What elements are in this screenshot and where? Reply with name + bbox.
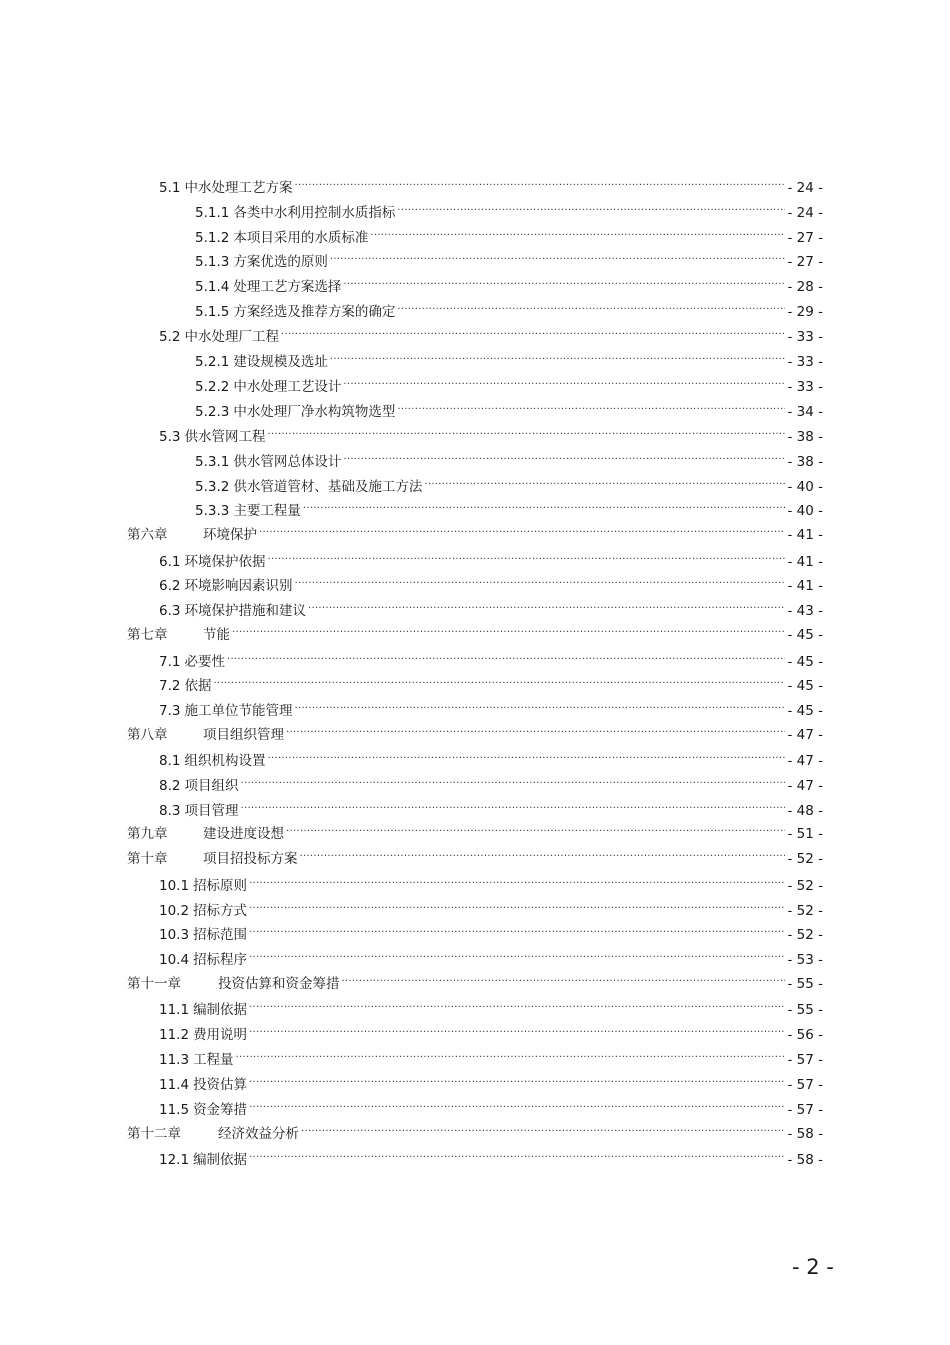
toc-entry-number: 第十一章 [127, 976, 181, 992]
toc-entry[interactable] [195, 226, 823, 246]
toc-entry[interactable] [159, 599, 823, 619]
toc-entry-label [127, 627, 230, 643]
toc-leader-dots [236, 1048, 786, 1064]
toc-leader-dots [240, 799, 785, 815]
toc-entry[interactable] [159, 550, 823, 570]
toc-entry-title: 经济效益分析 [218, 1126, 299, 1142]
toc-entry-label [159, 1027, 247, 1043]
toc-leader-dots [370, 226, 785, 242]
toc-entry-number: 11.2 [159, 1027, 190, 1043]
toc-entry[interactable] [127, 523, 823, 543]
toc-leader-dots [249, 874, 785, 890]
toc-entry-label [159, 927, 247, 943]
toc-entry-number: 5.3 [159, 429, 181, 445]
toc-entry-label [159, 603, 306, 619]
toc-entry[interactable] [159, 699, 823, 719]
toc-entry-label [195, 379, 341, 395]
toc-entry-number: 5.3.2 [195, 479, 230, 495]
toc-leader-dots [330, 250, 786, 266]
toc-entry-page: - 48 - [787, 803, 823, 819]
toc-entry-page: - 58 - [787, 1152, 823, 1168]
toc-leader-dots [232, 623, 785, 639]
toc-leader-dots [249, 1098, 785, 1114]
toc-entry-page: - 57 - [787, 1102, 823, 1118]
toc-entry-title: 建设规模及选址 [233, 354, 328, 370]
toc-entry-number: 第九章 [127, 826, 168, 842]
toc-entry-label [127, 1126, 299, 1142]
toc-entry-title: 处理工艺方案选择 [233, 279, 342, 295]
toc-entry-number: 12.1 [159, 1152, 190, 1168]
toc-entry-number: 10.2 [159, 903, 190, 919]
toc-entry-title: 节能 [203, 627, 230, 643]
toc-entry-label [159, 1077, 247, 1093]
toc-entry[interactable] [159, 998, 823, 1018]
toc-entry-number: 11.4 [159, 1077, 190, 1093]
toc-entry-label [195, 304, 395, 320]
toc-entry-label [159, 1002, 247, 1018]
toc-entry-page: - 40 - [787, 503, 823, 519]
toc-leader-dots [249, 1148, 785, 1164]
toc-entry-number: 5.3.1 [195, 454, 230, 470]
toc-entry-label [159, 678, 211, 694]
toc-entry-page: - 55 - [787, 976, 823, 992]
toc-entry[interactable] [159, 1098, 823, 1118]
toc-leader-dots [249, 1073, 785, 1089]
toc-entry-title: 投资估算和资金筹措 [218, 976, 340, 992]
toc-entry-label [159, 1152, 247, 1168]
toc-leader-dots [213, 674, 785, 690]
toc-entry-page: - 41 - [787, 578, 823, 594]
toc-entry-page: - 34 - [787, 404, 823, 420]
toc-entry[interactable] [195, 300, 823, 320]
toc-entry-label [159, 703, 292, 719]
toc-entry-number: 第十章 [127, 851, 168, 867]
toc-entry-page: - 24 - [787, 180, 823, 196]
toc-entry-title: 中水处理工艺设计 [233, 379, 342, 395]
toc-entry-title: 中水处理厂工程 [184, 329, 279, 345]
toc-entry-number: 7.1 [159, 654, 181, 670]
toc-entry-label [195, 230, 368, 246]
toc-entry[interactable] [159, 325, 823, 345]
toc-leader-dots [281, 325, 786, 341]
toc-entry-title: 招标方式 [193, 903, 248, 919]
toc-leader-dots [397, 400, 785, 416]
toc-entry-number: 5.1.3 [195, 254, 230, 270]
toc-entry-page: - 45 - [787, 678, 823, 694]
toc-entry-title: 中水处理工艺方案 [184, 180, 293, 196]
toc-entry-label [195, 205, 395, 221]
toc-entry-label [195, 404, 395, 420]
toc-entry[interactable] [159, 749, 823, 769]
toc-entry[interactable] [195, 375, 823, 395]
toc-entry[interactable] [127, 822, 823, 842]
toc-entry-page: - 58 - [787, 1126, 823, 1142]
toc-entry-title: 必要性 [184, 654, 225, 670]
toc-entry-title: 项目招投标方案 [203, 851, 298, 867]
toc-leader-dots [300, 847, 786, 863]
toc-leader-dots [267, 550, 785, 566]
toc-entry-label [159, 753, 265, 769]
toc-entry-number: 6.3 [159, 603, 181, 619]
toc-entry-number: 10.3 [159, 927, 190, 943]
toc-entry-page: - 45 - [787, 627, 823, 643]
toc-entry[interactable] [195, 499, 823, 519]
toc-entry-page: - 29 - [787, 304, 823, 320]
page-number: - 2 - [792, 1255, 834, 1279]
toc-leader-dots [294, 176, 785, 192]
toc-entry-number: 8.3 [159, 803, 181, 819]
toc-entry[interactable] [195, 450, 823, 470]
toc-entry-title: 编制依据 [193, 1002, 248, 1018]
toc-entry[interactable] [159, 923, 823, 943]
toc-leader-dots [240, 774, 785, 790]
toc-entry-number: 5.2 [159, 329, 181, 345]
toc-leader-dots [286, 822, 785, 838]
toc-entry-label [159, 429, 265, 445]
toc-entry[interactable] [195, 250, 823, 270]
toc-entry-label [127, 851, 298, 867]
toc-entry-label [159, 180, 292, 196]
toc-entry-label [159, 803, 238, 819]
toc-entry[interactable] [127, 972, 823, 992]
toc-leader-dots [424, 475, 785, 491]
toc-leader-dots [397, 201, 785, 217]
toc-entry-title: 资金筹措 [193, 1102, 248, 1118]
toc-leader-dots [343, 450, 785, 466]
toc-entry[interactable] [159, 774, 823, 794]
toc-leader-dots [249, 1023, 785, 1039]
toc-entry-number: 6.2 [159, 578, 181, 594]
toc-entry-page: - 52 - [787, 851, 823, 867]
toc-entry-number: 第八章 [127, 727, 168, 743]
toc-leader-dots [249, 899, 785, 915]
toc-entry-page: - 33 - [787, 379, 823, 395]
toc-entry-label [159, 878, 247, 894]
toc-entry-page: - 33 - [787, 354, 823, 370]
toc-entry-page: - 38 - [787, 454, 823, 470]
toc-entry-page: - 40 - [787, 479, 823, 495]
toc-entry[interactable] [195, 350, 823, 370]
toc-leader-dots [308, 599, 786, 615]
toc-leader-dots [343, 275, 785, 291]
toc-entry[interactable] [127, 723, 823, 743]
toc-leader-dots [227, 650, 786, 666]
toc-entry-page: - 51 - [787, 826, 823, 842]
toc-entry[interactable] [159, 1048, 823, 1068]
toc-entry-title: 费用说明 [193, 1027, 248, 1043]
toc-leader-dots [294, 574, 785, 590]
toc-entry-number: 7.2 [159, 678, 181, 694]
toc-entry-label [127, 826, 284, 842]
toc-entry-title: 方案经选及推荐方案的确定 [233, 304, 396, 320]
toc-entry-title: 中水处理厂净水构筑物选型 [233, 404, 396, 420]
toc-entry-page: - 47 - [787, 778, 823, 794]
toc-entry-page: - 45 - [787, 703, 823, 719]
toc-entry[interactable] [195, 475, 823, 495]
toc-entry[interactable] [127, 847, 823, 867]
toc-entry-number: 8.1 [159, 753, 181, 769]
toc-entry-page: - 27 - [787, 254, 823, 270]
toc-entry-label [159, 952, 247, 968]
toc-entry-title: 编制依据 [193, 1152, 248, 1168]
toc-entry-label [159, 654, 225, 670]
toc-entry-title: 施工单位节能管理 [184, 703, 293, 719]
toc-entry-page: - 41 - [787, 554, 823, 570]
toc-entry-title: 环境影响因素识别 [184, 578, 293, 594]
toc-entry-page: - 47 - [787, 727, 823, 743]
toc-entry-page: - 41 - [787, 527, 823, 543]
toc-entry-label [195, 279, 341, 295]
toc-entry-page: - 28 - [787, 279, 823, 295]
toc-leader-dots [301, 1122, 785, 1138]
toc-leader-dots [249, 998, 785, 1014]
toc-leader-dots [303, 499, 786, 515]
toc-entry-label [159, 554, 265, 570]
toc-entry-label [159, 1102, 247, 1118]
toc-entry-number: 5.1.2 [195, 230, 230, 246]
toc-entry-number: 第十二章 [127, 1126, 181, 1142]
toc-leader-dots [249, 923, 785, 939]
toc-leader-dots [342, 972, 786, 988]
toc-entry-title: 供水管网总体设计 [233, 454, 342, 470]
toc-entry-page: - 57 - [787, 1077, 823, 1093]
toc-entry-title: 供水管道管材、基础及施工方法 [233, 479, 423, 495]
toc-entry[interactable] [159, 899, 823, 919]
toc-entry-title: 各类中水利用控制水质指标 [233, 205, 396, 221]
toc-entry-title: 招标程序 [193, 952, 248, 968]
toc-entry[interactable] [159, 650, 823, 670]
toc-entry[interactable] [159, 1023, 823, 1043]
toc-entry-number: 7.3 [159, 703, 181, 719]
toc-entry-label [195, 254, 328, 270]
toc-entry[interactable] [159, 874, 823, 894]
toc-entry[interactable] [159, 1073, 823, 1093]
toc-leader-dots [249, 948, 785, 964]
toc-entry-label [195, 479, 422, 495]
toc-entry-title: 供水管网工程 [184, 429, 266, 445]
toc-entry-page: - 57 - [787, 1052, 823, 1068]
toc-entry-label [159, 578, 292, 594]
toc-entry-page: - 53 - [787, 952, 823, 968]
toc-entry-label [195, 454, 341, 470]
toc-entry[interactable] [159, 176, 823, 196]
toc-entry-number: 10.4 [159, 952, 190, 968]
toc-entry-number: 11.5 [159, 1102, 190, 1118]
toc-entry-label [127, 976, 340, 992]
toc-entry-number: 5.3.3 [195, 503, 230, 519]
toc-entry-label [159, 329, 279, 345]
toc-leader-dots [330, 350, 786, 366]
toc-leader-dots [294, 699, 785, 715]
toc-entry-page: - 24 - [787, 205, 823, 221]
toc-entry-title: 组织机构设置 [184, 753, 266, 769]
toc-entry[interactable] [195, 275, 823, 295]
toc-entry-page: - 45 - [787, 654, 823, 670]
toc-entry[interactable] [159, 425, 823, 445]
toc-entry-page: - 43 - [787, 603, 823, 619]
toc-leader-dots [397, 300, 785, 316]
toc-entry-page: - 47 - [787, 753, 823, 769]
toc-entry[interactable] [159, 674, 823, 694]
toc-entry-label [159, 1052, 234, 1068]
toc-entry-title: 方案优选的原则 [233, 254, 328, 270]
toc-entry-title: 依据 [184, 678, 212, 694]
toc-entry-number: 11.3 [159, 1052, 190, 1068]
toc-entry-label [127, 527, 257, 543]
toc-entry-number: 5.1.1 [195, 205, 230, 221]
toc-entry[interactable] [195, 201, 823, 221]
toc-entry-number: 5.1.5 [195, 304, 230, 320]
toc-entry-number: 5.2.3 [195, 404, 230, 420]
toc-leader-dots [343, 375, 785, 391]
toc-entry-page: - 52 - [787, 878, 823, 894]
toc-entry-title: 招标范围 [193, 927, 248, 943]
toc-entry-title: 环境保护依据 [184, 554, 266, 570]
toc-entry-label [127, 727, 284, 743]
toc-entry-number: 第六章 [127, 527, 168, 543]
toc-entry-page: - 38 - [787, 429, 823, 445]
toc-entry-title: 本项目采用的水质标准 [233, 230, 369, 246]
toc-entry[interactable] [159, 799, 823, 819]
toc-entry-number: 6.1 [159, 554, 181, 570]
toc-leader-dots [267, 425, 785, 441]
toc-entry-title: 投资估算 [193, 1077, 248, 1093]
toc-entry-number: 10.1 [159, 878, 190, 894]
toc-entry[interactable] [159, 574, 823, 594]
toc-entry-title: 项目管理 [184, 803, 239, 819]
toc-entry-title: 项目组织 [184, 778, 239, 794]
toc-leader-dots [267, 749, 785, 765]
toc-entry-title: 环境保护 [203, 527, 257, 543]
toc-entry-number: 5.1 [159, 180, 181, 196]
toc-entry-title: 招标原则 [193, 878, 248, 894]
toc-entry-number: 5.1.4 [195, 279, 230, 295]
toc-entry-number: 第七章 [127, 627, 168, 643]
toc-entry[interactable] [127, 1122, 823, 1142]
toc-entry-title: 环境保护措施和建议 [184, 603, 306, 619]
toc-entry-label [195, 503, 301, 519]
toc-entry-title: 主要工程量 [233, 503, 301, 519]
toc-entry-page: - 27 - [787, 230, 823, 246]
toc-entry-page: - 56 - [787, 1027, 823, 1043]
toc-entry[interactable] [127, 623, 823, 643]
toc-leader-dots [259, 523, 785, 539]
toc-entry-title: 建设进度设想 [203, 826, 284, 842]
toc-entry-number: 11.1 [159, 1002, 190, 1018]
toc-entry[interactable] [195, 400, 823, 420]
toc-entry[interactable] [159, 948, 823, 968]
toc-entry-label [159, 903, 247, 919]
toc-entry-number: 5.2.1 [195, 354, 230, 370]
toc-entry-page: - 55 - [787, 1002, 823, 1018]
toc-entry-title: 项目组织管理 [203, 727, 284, 743]
toc-entry-number: 8.2 [159, 778, 181, 794]
toc-entry-label [159, 778, 238, 794]
toc-entry-page: - 52 - [787, 903, 823, 919]
toc-entry-number: 5.2.2 [195, 379, 230, 395]
toc-leader-dots [286, 723, 785, 739]
toc-entry-page: - 33 - [787, 329, 823, 345]
toc-entry[interactable] [159, 1148, 823, 1168]
toc-entry-label [195, 354, 328, 370]
toc-entry-title: 工程量 [193, 1052, 234, 1068]
toc-entry-page: - 52 - [787, 927, 823, 943]
